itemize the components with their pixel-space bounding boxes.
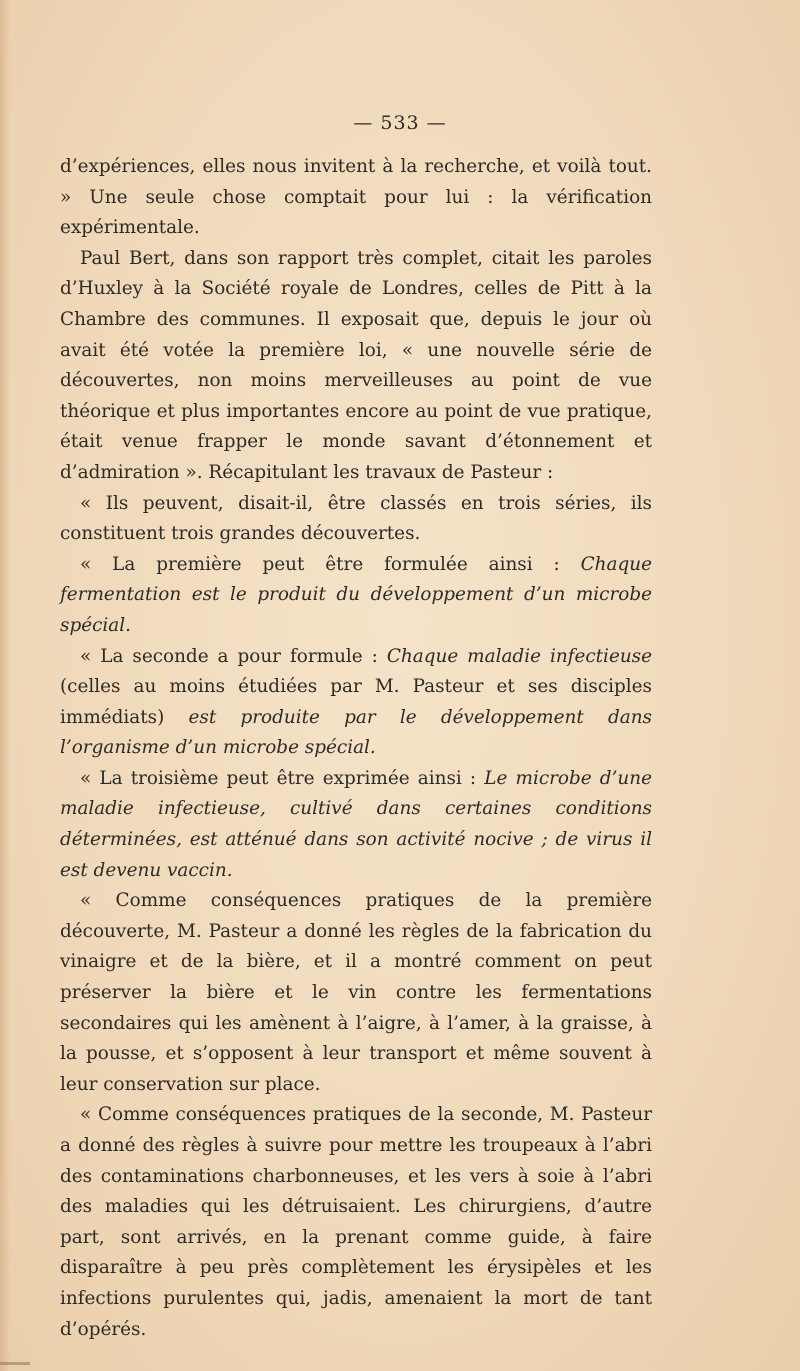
text-run: « La troisième peut être exprimée ainsi : bbox=[80, 767, 485, 789]
text-run: d’expériences, elles nous invitent à la recherche, et voilà tout. » Une seule chose comptait pour lui : la vérification expérimentale. bbox=[60, 156, 652, 239]
text-run: (celles au moins étudiées par M. Pasteur et ses disciples immédiats) bbox=[60, 676, 652, 728]
body-text bbox=[60, 152, 652, 1345]
page-edge-shadow bbox=[0, 0, 10, 1371]
paragraph bbox=[60, 244, 652, 489]
text-run: « La seconde a pour formule : bbox=[80, 645, 387, 667]
paragraph bbox=[60, 1100, 652, 1345]
paragraph bbox=[60, 550, 652, 642]
text-run: Paul Bert, dans son rapport très complet, citait les paroles d’Huxley à la Société royale de Londres, celles de Pitt à la Chambre des communes. Il exposait que, depuis le jour où avait été votée la première loi, « une nouvelle série de découvertes, non moins merveilleuses au point de vue théorique et plus importantes encore au point de vue pratique, était venue frapper le monde savant d’étonnement et d’admiration ». Récapitulant les travaux de Pasteur : bbox=[60, 247, 652, 483]
paragraph bbox=[60, 642, 652, 764]
paragraph bbox=[60, 152, 652, 244]
page-number: — 533 — bbox=[353, 112, 447, 134]
italic-text: Chaque fermentation est le produit du développement d’un microbe spécial. bbox=[60, 553, 652, 636]
paragraph bbox=[60, 489, 652, 550]
italic-text: est produite par le développement dans l’organisme d’un microbe spécial. bbox=[60, 706, 652, 759]
text-run: « La première peut être formulée ainsi : bbox=[80, 553, 581, 575]
page-edge-mark bbox=[0, 1362, 30, 1365]
paragraph bbox=[60, 886, 652, 1100]
text-run: « Comme conséquences pratiques de la seconde, M. Pasteur a donné des règles à suivre pour mettre les troupeaux à l’abri des contaminations charbonneuses, et les vers à soie à l’abri des maladies qui les détruisaient. Les chirurgiens, d’autre part, sont arrivés, en la prenant comme guide, à faire disparaître à peu près complètement les érysipèles et les infections purulentes qui, jadis, amenaient la mort de tant d’opérés. bbox=[60, 1104, 652, 1340]
italic-text: Chaque maladie infectieuse bbox=[386, 645, 652, 667]
italic-text: Le microbe d’une maladie infectieuse, cultivé dans certaines conditions déterminées, est atténué dans son activité nocive ; de virus il est devenu vaccin. bbox=[60, 767, 652, 881]
paragraph bbox=[60, 764, 652, 886]
text-run: « Comme conséquences pratiques de la première découverte, M. Pasteur a donné les règles de la fabrication du vinaigre et de la bière, et il a montré comment on peut préserver la bière et le vin contre les fermentations secondaires qui les amènent à l’aigre, à l’amer, à la graisse, à la pousse, et s’opposent à leur transport et même souvent à leur conservation sur place. bbox=[60, 890, 652, 1095]
text-run: « Ils peuvent, disait-il, être classés en trois séries, ils constituent trois grandes découvertes. bbox=[60, 492, 652, 545]
